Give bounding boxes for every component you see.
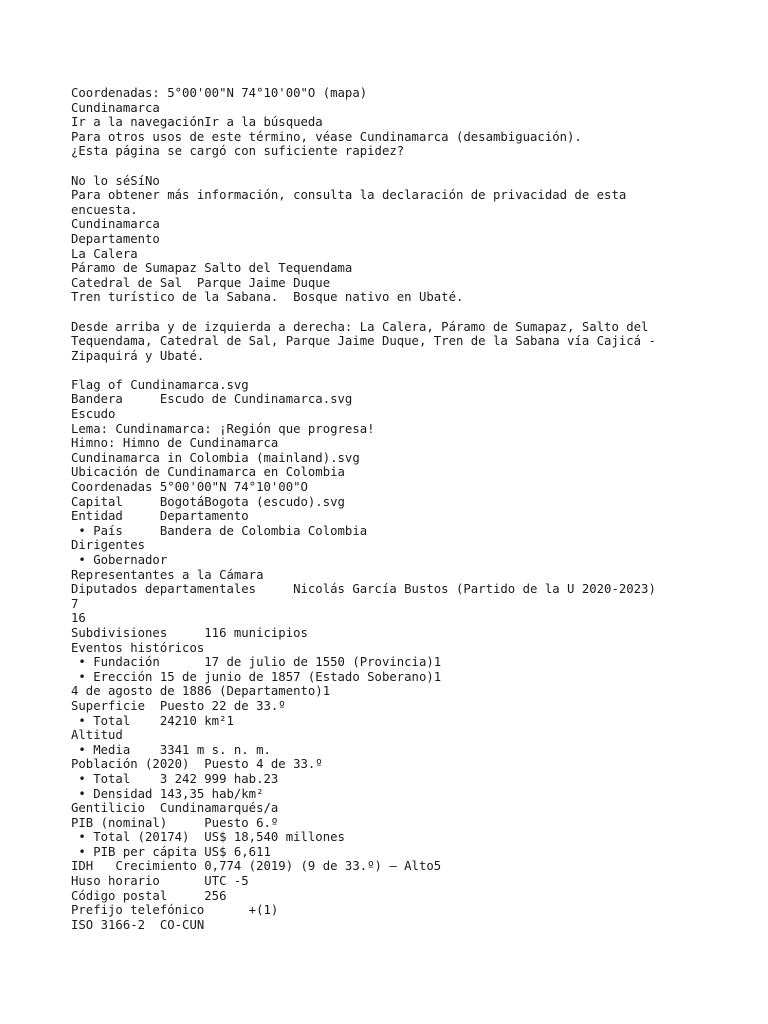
text-line: Himno: Himno de Cundinamarca: [71, 436, 279, 451]
text-line: Subdivisiones 116 municipios: [71, 625, 308, 640]
text-line: Para obtener más información, consulta la declaración de privacidad de esta: [71, 188, 627, 203]
text-line: Catedral de Sal Parque Jaime Duque: [71, 275, 331, 290]
text-line: • Media 3341 m s. n. m.: [71, 742, 271, 757]
text-line: PIB (nominal) Puesto 6.º: [71, 815, 279, 830]
text-line: Ubicación de Cundinamarca en Colombia: [71, 465, 345, 480]
text-line: Tren turístico de la Sabana. Bosque nativo en Ubaté.: [71, 290, 464, 305]
text-line: • PIB per cápita US$ 6,611: [71, 844, 271, 859]
blank-line: [71, 159, 751, 174]
text-line: encuesta.: [71, 202, 138, 217]
document-text: [71, 86, 751, 932]
text-line: Tequendama, Catedral de Sal, Parque Jaime Duque, Tren de la Sabana vía Cajicá -: [71, 334, 656, 349]
text-line: • País Bandera de Colombia Colombia: [71, 523, 368, 538]
text-line: Cundinamarca: [71, 100, 160, 115]
text-line: Departamento: [71, 231, 160, 246]
text-line: • Total 3 242 999 hab.23: [71, 771, 279, 786]
text-line: Lema: Cundinamarca: ¡Región que progresa!: [71, 421, 375, 436]
text-line: Cundinamarca in Colombia (mainland).svg: [71, 450, 360, 465]
text-line: Prefijo telefónico +(1): [71, 903, 279, 918]
text-line: Entidad Departamento: [71, 509, 249, 524]
text-line: IDH Crecimiento 0,774 (2019) (9 de 33.º) – Alto5: [71, 859, 442, 874]
text-line: Gentilicio Cundinamarqués/a: [71, 801, 279, 816]
text-line: Superficie Puesto 22 de 33.º: [71, 698, 286, 713]
text-line: Código postal 256: [71, 888, 227, 903]
text-line: Diputados departamentales Nicolás García Bustos (Partido de la U 2020-2023): [71, 582, 656, 597]
text-line: Escudo: [71, 407, 116, 422]
text-line: Huso horario UTC -5: [71, 874, 249, 889]
text-line: Coordenadas 5°00'00"N 74°10'00"O: [71, 480, 308, 495]
text-line: Coordenadas: 5°00'00"N 74°10'00"O (mapa): [71, 86, 368, 100]
text-line: • Total (20174) US$ 18,540 millones: [71, 830, 345, 845]
text-line: • Densidad 143,35 hab/km²: [71, 786, 264, 801]
text-line: La Calera: [71, 246, 138, 261]
text-line: • Erección 15 de junio de 1857 (Estado Soberano)1: [71, 669, 442, 684]
text-line: 7: [71, 596, 79, 611]
text-line: Bandera Escudo de Cundinamarca.svg: [71, 392, 353, 407]
text-line: Población (2020) Puesto 4 de 33.º: [71, 757, 323, 772]
text-line: Páramo de Sumapaz Salto del Tequendama: [71, 261, 353, 276]
text-line: Altitud: [71, 728, 123, 743]
text-line: ¿Esta página se cargó con suficiente rapidez?: [71, 144, 405, 159]
text-line: Cundinamarca: [71, 217, 160, 232]
text-line: • Fundación 17 de julio de 1550 (Provincia)1: [71, 655, 442, 670]
text-line: Eventos históricos: [71, 640, 205, 655]
text-line: Para otros usos de este término, véase Cundinamarca (desambiguación).: [71, 129, 582, 144]
text-line: 16: [71, 611, 86, 626]
text-line: Desde arriba y de izquierda a derecha: La Calera, Páramo de Sumapaz, Salto del: [71, 319, 649, 334]
text-line: Zipaquirá y Ubaté.: [71, 348, 205, 363]
text-line: Dirigentes: [71, 538, 146, 553]
text-line: • Total 24210 km²1: [71, 713, 234, 728]
text-line: Ir a la navegaciónIr a la búsqueda: [71, 115, 323, 130]
text-line: Capital BogotáBogota (escudo).svg: [71, 494, 345, 509]
text-line: ISO 3166-2 CO-CUN: [71, 917, 205, 932]
blank-line: [71, 363, 751, 378]
text-line: 4 de agosto de 1886 (Departamento)1: [71, 684, 331, 699]
text-line: No lo séSíNo: [71, 173, 160, 188]
text-line: Representantes a la Cámara: [71, 567, 264, 582]
blank-line: [71, 305, 751, 320]
text-line: • Gobernador: [71, 553, 168, 567]
text-line: Flag of Cundinamarca.svg: [71, 377, 249, 392]
